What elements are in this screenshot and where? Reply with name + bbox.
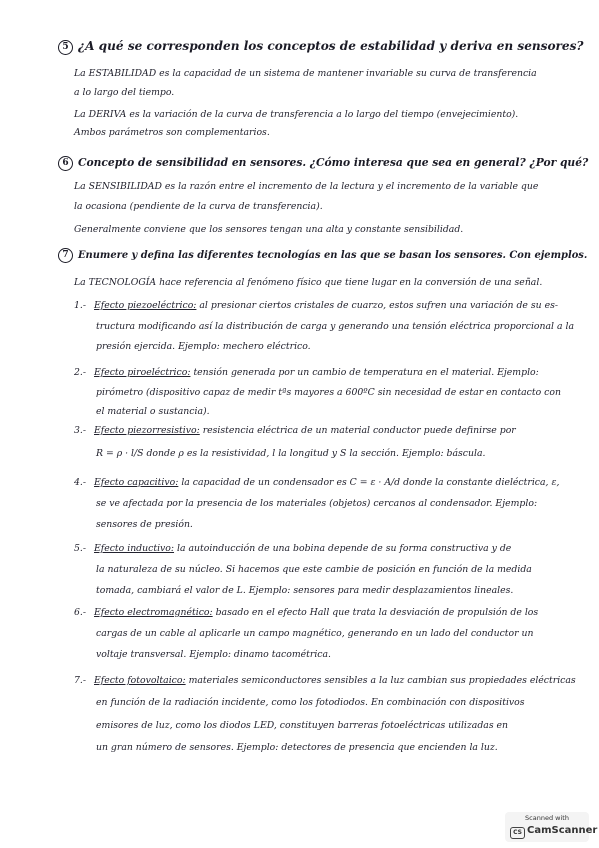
question-5-heading <box>58 38 584 55</box>
camscanner-name: CamScanner <box>527 825 598 836</box>
question-title: ¿A qué se corresponden los conceptos de estabilidad y deriva en sensores? <box>78 39 584 53</box>
item-text: basado en el efecto Hall que trata la desviación de propulsión de los <box>215 607 539 618</box>
item-continuation: voltaje transversal. Ejemplo: dinamo tacométrica. <box>96 649 331 660</box>
question-7-heading <box>58 248 588 264</box>
list-item <box>74 299 574 312</box>
item-term: Efecto capacitivo: <box>94 477 179 488</box>
item-continuation: emisores de luz, como los diodos LED, constituyen barreras fotoeléctricas utilizadas en <box>96 720 509 731</box>
question-title: Enumere y defina las diferentes tecnologías en las que se basan los sensores. Con ejemplos. <box>78 250 588 261</box>
question-number: 5 <box>58 40 73 55</box>
item-continuation: sensores de presión. <box>96 519 193 530</box>
answer-line: a lo largo del tiempo. <box>74 87 175 98</box>
item-continuation: R = ρ · l/S donde ρ es la resistividad, l la longitud y S la sección. Ejemplo: báscula. <box>96 448 486 459</box>
item-text: la autoinducción de una bobina depende de su forma constructiva y de <box>177 543 512 554</box>
item-number: 4.- <box>74 477 87 488</box>
question-number: 6 <box>58 156 73 171</box>
item-continuation: cargas de un cable al aplicarle un campo magnético, generando en un lado del conductor un <box>96 628 534 639</box>
item-term: Efecto electromagnético: <box>94 607 213 618</box>
intro-line: La TECNOLOGÍA hace referencia al fenómeno físico que tiene lugar en la conversión de una señal. <box>74 277 543 288</box>
list-item <box>74 476 574 489</box>
item-text: al presionar ciertos cristales de cuarzo, estos sufren una variación de su es- <box>199 300 558 311</box>
list-item <box>74 542 574 555</box>
answer-line: La ESTABILIDAD es la capacidad de un sistema de mantener invariable su curva de transferencia <box>74 68 537 79</box>
list-item <box>74 674 576 687</box>
question-number: 7 <box>58 248 73 263</box>
answer-line: Generalmente conviene que los sensores tengan una alta y constante sensibilidad. <box>74 224 464 235</box>
item-continuation: un gran número de sensores. Ejemplo: detectores de presencia que encienden la luz. <box>96 742 498 753</box>
item-number: 3.- <box>74 425 87 436</box>
item-continuation: tructura modificando así la distribución de carga y generando una tensión eléctrica proporcional a la <box>96 321 574 332</box>
answer-line: La DERIVA es la variación de la curva de transferencia a lo largo del tiempo (envejecimiento). <box>74 109 519 120</box>
item-continuation: presión ejercida. Ejemplo: mechero eléctrico. <box>96 341 311 352</box>
answer-line: la ocasiona (pendiente de la curva de transferencia). <box>74 201 323 212</box>
item-text: la capacidad de un condensador es C = ε · A/d donde la constante dieléctrica, ε, <box>181 477 560 488</box>
item-number: 7.- <box>74 675 87 686</box>
item-number: 1.- <box>74 300 87 311</box>
question-title: Concepto de sensibilidad en sensores. ¿Cómo interesa que sea en general? ¿Por qué? <box>78 156 589 169</box>
scanned-with-text: Scanned with <box>525 814 569 822</box>
item-continuation: pirómetro (dispositivo capaz de medir tªs mayores a 600ºC sin necesidad de estar en contacto con <box>96 387 561 398</box>
item-text: materiales semiconductores sensibles a la luz cambian sus propiedades eléctricas <box>188 675 576 686</box>
item-continuation: el material o sustancia). <box>96 406 210 417</box>
item-term: Efecto piroeléctrico: <box>94 367 191 378</box>
item-text: resistencia eléctrica de un material conductor puede definirse por <box>202 425 516 436</box>
camscanner-logo-icon: CS <box>510 827 525 839</box>
item-term: Efecto inductivo: <box>94 543 175 554</box>
item-term: Efecto piezoeléctrico: <box>94 300 197 311</box>
item-text: tensión generada por un cambio de temperatura en el material. Ejemplo: <box>193 367 539 378</box>
list-item <box>74 606 574 619</box>
question-6-heading <box>58 155 589 171</box>
item-continuation: se ve afectada por la presencia de los materiales (objetos) cercanos al condensador. Ejemplo: <box>96 498 538 509</box>
list-item <box>74 366 574 379</box>
list-item <box>74 424 574 437</box>
item-number: 6.- <box>74 607 87 618</box>
item-number: 2.- <box>74 367 87 378</box>
item-number: 5.- <box>74 543 87 554</box>
answer-line: Ambos parámetros son complementarios. <box>74 127 270 138</box>
item-continuation: tomada, cambiará el valor de L. Ejemplo: sensores para medir desplazamientos lineales. <box>96 585 514 596</box>
answer-line: La SENSIBILIDAD es la razón entre el incremento de la lectura y el incremento de la variable que <box>74 181 539 192</box>
item-continuation: la naturaleza de su núcleo. Si hacemos que este cambie de posición en función de la medida <box>96 564 532 575</box>
item-term: Efecto piezorresistivo: <box>94 425 200 436</box>
item-continuation: en función de la radiación incidente, como los fotodiodos. En combinación con dispositivos <box>96 697 525 708</box>
camscanner-watermark <box>505 812 598 842</box>
item-term: Efecto fotovoltaico: <box>94 675 186 686</box>
